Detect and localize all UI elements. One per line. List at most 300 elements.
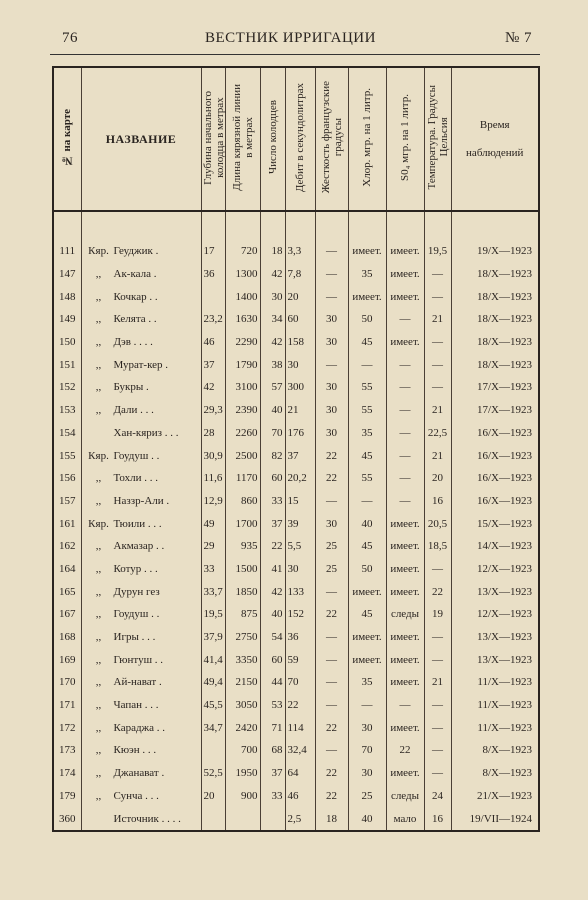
name-prefix: ,, — [95, 290, 102, 303]
cell-count: 37 — [260, 762, 285, 785]
cell-no: 153 — [59, 404, 76, 417]
cell-no: 147 — [59, 268, 76, 281]
header-rule — [50, 54, 540, 55]
name-prefix: ,, — [95, 336, 102, 349]
cell-chlorine: 45 — [348, 444, 386, 467]
cell-count: 60 — [260, 467, 285, 490]
cell-name — [81, 240, 201, 263]
name-text: Дали . . . — [113, 404, 154, 417]
cell-chlorine: имеет. — [348, 580, 386, 603]
cell-depth: 28 — [201, 422, 225, 445]
col-header-temperature: Температура. Градусы Цельсия — [424, 67, 451, 211]
cell-so4: — — [386, 353, 424, 376]
cell-debit: 64 — [285, 762, 315, 785]
cell-no: 154 — [59, 426, 76, 439]
cell-debit: 30 — [285, 558, 315, 581]
cell-name — [81, 535, 201, 558]
cell-chlorine: 45 — [348, 535, 386, 558]
cell-hardness: — — [315, 263, 348, 286]
cell-count: 22 — [260, 535, 285, 558]
cell-chlorine: 35 — [348, 422, 386, 445]
cell-temperature: 22 — [424, 580, 451, 603]
cell-debit: 176 — [285, 422, 315, 445]
table-row — [53, 399, 539, 422]
cell-so4: следы — [386, 785, 424, 808]
cell-chlorine: 45 — [348, 331, 386, 354]
col-header-debit: Дебит в секундолитрах — [285, 67, 315, 211]
cell-time: 18/X—1923 — [451, 331, 539, 354]
cell-debit: 20 — [285, 285, 315, 308]
cell-depth — [201, 807, 225, 831]
cell-chlorine: 70 — [348, 739, 386, 762]
cell-so4: 22 — [386, 739, 424, 762]
cell-chlorine: имеет. — [348, 626, 386, 649]
cell-so4: имеет. — [386, 626, 424, 649]
cell-no: 111 — [59, 245, 76, 258]
name-prefix: ,, — [95, 721, 102, 734]
cell-time: 11/X—1923 — [451, 694, 539, 717]
cell-hardness: 25 — [315, 558, 348, 581]
name-text: Дурун гез — [113, 585, 160, 598]
cell-so4: имеет. — [386, 558, 424, 581]
cell-temperature: — — [424, 648, 451, 671]
kariz-table — [52, 66, 540, 832]
table-row — [53, 694, 539, 717]
cell-hardness: 22 — [315, 762, 348, 785]
cell-time: 13/X—1923 — [451, 626, 539, 649]
cell-name — [81, 762, 201, 785]
cell-count: 34 — [260, 308, 285, 331]
cell-time: 11/X—1923 — [451, 671, 539, 694]
cell-hardness: 30 — [315, 308, 348, 331]
cell-hardness: 22 — [315, 785, 348, 808]
cell-count: 41 — [260, 558, 285, 581]
cell-so4: — — [386, 694, 424, 717]
cell-so4: — — [386, 467, 424, 490]
cell-name — [81, 444, 201, 467]
cell-debit: 30 — [285, 353, 315, 376]
cell-no: 155 — [59, 449, 76, 462]
cell-temperature: 22,5 — [424, 422, 451, 445]
cell-temperature: — — [424, 263, 451, 286]
cell-depth — [201, 285, 225, 308]
cell-so4: имеет. — [386, 263, 424, 286]
spacer-row — [53, 211, 539, 240]
cell-chlorine: 55 — [348, 399, 386, 422]
cell-no: 162 — [59, 540, 76, 553]
name-prefix: ,, — [95, 562, 102, 575]
table-row — [53, 671, 539, 694]
cell-debit: 59 — [285, 648, 315, 671]
cell-debit: 20,2 — [285, 467, 315, 490]
cell-count: 82 — [260, 444, 285, 467]
cell-debit: 158 — [285, 331, 315, 354]
cell-debit: 7,8 — [285, 263, 315, 286]
cell-hardness: — — [315, 490, 348, 513]
cell-time: 18/X—1923 — [451, 308, 539, 331]
cell-name — [81, 422, 201, 445]
name-text: Котур . . . — [113, 562, 158, 575]
cell-so4: следы — [386, 603, 424, 626]
name-prefix: ,, — [95, 744, 102, 757]
cell-length: 2150 — [225, 671, 260, 694]
cell-depth: 49 — [201, 512, 225, 535]
cell-name — [81, 353, 201, 376]
table-row — [53, 444, 539, 467]
cell-length: 1700 — [225, 512, 260, 535]
cell-length: 900 — [225, 785, 260, 808]
cell-depth: 20 — [201, 785, 225, 808]
name-text: Букры . — [113, 381, 149, 394]
cell-hardness: — — [315, 648, 348, 671]
table-row — [53, 331, 539, 354]
cell-so4: мало — [386, 807, 424, 831]
col-header-so4: S0₄ мгр. на 1 литр. — [386, 67, 424, 211]
cell-count: 53 — [260, 694, 285, 717]
cell-debit: 114 — [285, 716, 315, 739]
cell-length: 875 — [225, 603, 260, 626]
cell-chlorine: — — [348, 490, 386, 513]
name-prefix: Кяр. — [88, 517, 109, 530]
table-row — [53, 490, 539, 513]
cell-time: 17/X—1923 — [451, 399, 539, 422]
cell-name — [81, 512, 201, 535]
cell-name — [81, 648, 201, 671]
cell-length: 1850 — [225, 580, 260, 603]
name-text: Тохли . . . — [113, 472, 158, 485]
name-text: Гоудуш . . — [113, 608, 160, 621]
cell-time: 8/X—1923 — [451, 739, 539, 762]
cell-time: 18/X—1923 — [451, 263, 539, 286]
cell-length: 2750 — [225, 626, 260, 649]
cell-length: 935 — [225, 535, 260, 558]
cell-count: 60 — [260, 648, 285, 671]
cell-temperature: — — [424, 694, 451, 717]
cell-time: 16/X—1923 — [451, 444, 539, 467]
cell-no: 360 — [59, 812, 76, 825]
name-prefix: ,, — [95, 631, 102, 644]
cell-no: 172 — [59, 721, 76, 734]
cell-chlorine: 35 — [348, 263, 386, 286]
cell-hardness: 22 — [315, 467, 348, 490]
cell-chlorine: 40 — [348, 512, 386, 535]
cell-chlorine: 50 — [348, 558, 386, 581]
cell-chlorine: 50 — [348, 308, 386, 331]
cell-so4: — — [386, 399, 424, 422]
cell-time: 18/X—1923 — [451, 285, 539, 308]
col-header-name: НАЗВАНИЕ — [81, 67, 201, 211]
name-prefix: Кяр. — [88, 245, 109, 258]
cell-name — [81, 580, 201, 603]
cell-count: 37 — [260, 512, 285, 535]
cell-chlorine: имеет. — [348, 240, 386, 263]
name-prefix: Кяр. — [88, 449, 109, 462]
col-header-depth: Глубина начального колодца в метрах — [201, 67, 225, 211]
table-row — [53, 626, 539, 649]
cell-length: 3100 — [225, 376, 260, 399]
cell-temperature: — — [424, 626, 451, 649]
cell-time: 11/X—1923 — [451, 716, 539, 739]
cell-no: 165 — [59, 585, 76, 598]
name-text: Хан-кяриз . . . — [113, 426, 179, 439]
name-text: Дэв . . . . — [113, 336, 153, 349]
name-text: Сунча . . . — [113, 789, 159, 802]
cell-depth: 33 — [201, 558, 225, 581]
cell-depth: 30,9 — [201, 444, 225, 467]
cell-temperature: 20 — [424, 467, 451, 490]
cell-count: 42 — [260, 331, 285, 354]
cell-length: 2390 — [225, 399, 260, 422]
name-text: Игры . . . — [113, 631, 156, 644]
cell-hardness: 30 — [315, 331, 348, 354]
cell-debit: 300 — [285, 376, 315, 399]
table-row — [53, 648, 539, 671]
cell-hardness: 22 — [315, 444, 348, 467]
cell-depth: 29,3 — [201, 399, 225, 422]
name-text: Чапан . . . — [113, 699, 159, 712]
cell-no: 174 — [59, 767, 76, 780]
page-header — [50, 30, 540, 54]
cell-depth: 23,2 — [201, 308, 225, 331]
cell-time: 19/VII—1924 — [451, 807, 539, 831]
cell-name — [81, 331, 201, 354]
cell-count: 40 — [260, 603, 285, 626]
table-row — [53, 762, 539, 785]
cell-hardness: — — [315, 285, 348, 308]
table-header-row — [53, 67, 539, 211]
cell-time: 19/X—1923 — [451, 240, 539, 263]
cell-length — [225, 807, 260, 831]
cell-time: 18/X—1923 — [451, 353, 539, 376]
cell-debit: 2,5 — [285, 807, 315, 831]
table-row — [53, 603, 539, 626]
cell-so4: — — [386, 444, 424, 467]
cell-no: 167 — [59, 608, 76, 621]
cell-depth: 34,7 — [201, 716, 225, 739]
cell-hardness: 22 — [315, 716, 348, 739]
cell-count: 57 — [260, 376, 285, 399]
cell-debit: 22 — [285, 694, 315, 717]
cell-chlorine: — — [348, 694, 386, 717]
cell-hardness: 30 — [315, 422, 348, 445]
name-prefix: ,, — [95, 268, 102, 281]
cell-length: 1400 — [225, 285, 260, 308]
cell-hardness: 30 — [315, 512, 348, 535]
cell-temperature: — — [424, 285, 451, 308]
table-row — [53, 807, 539, 831]
cell-temperature: — — [424, 762, 451, 785]
name-text: Тюили . . . — [113, 517, 162, 530]
journal-title: ВЕСТНИК ИРРИГАЦИИ — [205, 30, 376, 46]
col-header-hardness: Жесткость французские градусы — [315, 67, 348, 211]
cell-name — [81, 285, 201, 308]
table-row — [53, 580, 539, 603]
cell-temperature: 19 — [424, 603, 451, 626]
cell-count — [260, 807, 285, 831]
name-prefix: ,, — [95, 404, 102, 417]
cell-temperature: 21 — [424, 444, 451, 467]
cell-name — [81, 263, 201, 286]
col-header-length: Длина кярязной линии в метрах — [225, 67, 260, 211]
cell-length: 700 — [225, 739, 260, 762]
table-body — [53, 211, 539, 831]
cell-length: 1630 — [225, 308, 260, 331]
cell-depth: 41,4 — [201, 648, 225, 671]
cell-temperature: — — [424, 716, 451, 739]
cell-no: 149 — [59, 313, 76, 326]
cell-count: 70 — [260, 422, 285, 445]
cell-count: 44 — [260, 671, 285, 694]
table-row — [53, 422, 539, 445]
cell-time: 16/X—1923 — [451, 422, 539, 445]
cell-name — [81, 376, 201, 399]
cell-no: 157 — [59, 494, 76, 507]
cell-count: 38 — [260, 353, 285, 376]
cell-no: 179 — [59, 789, 76, 802]
name-text: Келята . . — [113, 313, 157, 326]
cell-hardness: — — [315, 694, 348, 717]
cell-chlorine: 30 — [348, 762, 386, 785]
col-header-count: Число колодцев — [260, 67, 285, 211]
cell-temperature: — — [424, 353, 451, 376]
cell-debit: 39 — [285, 512, 315, 535]
col-header-time: Время наблюдений — [451, 67, 539, 211]
name-prefix: ,, — [95, 653, 102, 666]
cell-depth: 33,7 — [201, 580, 225, 603]
table-row — [53, 558, 539, 581]
cell-no: 169 — [59, 653, 76, 666]
cell-depth: 17 — [201, 240, 225, 263]
table-row — [53, 512, 539, 535]
cell-debit: 36 — [285, 626, 315, 649]
cell-chlorine: имеет. — [348, 285, 386, 308]
cell-temperature: 18,5 — [424, 535, 451, 558]
cell-so4: имеет. — [386, 716, 424, 739]
cell-debit: 5,5 — [285, 535, 315, 558]
cell-count: 71 — [260, 716, 285, 739]
cell-no: 151 — [59, 358, 76, 371]
cell-debit: 3,3 — [285, 240, 315, 263]
name-text: Наззр-Али . — [113, 494, 170, 507]
cell-length: 860 — [225, 490, 260, 513]
cell-debit: 32,4 — [285, 739, 315, 762]
table-row — [53, 263, 539, 286]
cell-debit: 15 — [285, 490, 315, 513]
cell-so4: имеет. — [386, 285, 424, 308]
cell-name — [81, 490, 201, 513]
cell-hardness: — — [315, 626, 348, 649]
name-prefix: ,, — [95, 699, 102, 712]
cell-name — [81, 785, 201, 808]
cell-name — [81, 467, 201, 490]
name-prefix: ,, — [95, 676, 102, 689]
cell-no: 168 — [59, 631, 76, 644]
cell-temperature: 24 — [424, 785, 451, 808]
cell-chlorine: 55 — [348, 376, 386, 399]
cell-length: 720 — [225, 240, 260, 263]
cell-temperature: 16 — [424, 807, 451, 831]
cell-chlorine: 55 — [348, 467, 386, 490]
cell-depth: 46 — [201, 331, 225, 354]
cell-length: 2260 — [225, 422, 260, 445]
cell-count: 33 — [260, 785, 285, 808]
name-prefix: ,, — [95, 472, 102, 485]
cell-count: 54 — [260, 626, 285, 649]
cell-depth: 37,9 — [201, 626, 225, 649]
name-prefix: ,, — [95, 381, 102, 394]
col-header-no: № на карте — [53, 67, 81, 211]
cell-depth: 29 — [201, 535, 225, 558]
name-prefix: ,, — [95, 585, 102, 598]
name-text: Источник . . . . — [113, 812, 181, 825]
cell-depth: 19,5 — [201, 603, 225, 626]
cell-length: 2420 — [225, 716, 260, 739]
cell-length: 1790 — [225, 353, 260, 376]
cell-name — [81, 399, 201, 422]
cell-hardness: — — [315, 353, 348, 376]
name-prefix: ,, — [95, 313, 102, 326]
cell-debit: 46 — [285, 785, 315, 808]
cell-time: 13/X—1923 — [451, 648, 539, 671]
cell-temperature: 19,5 — [424, 240, 451, 263]
name-text: Акмазар . . — [113, 540, 165, 553]
cell-hardness: 25 — [315, 535, 348, 558]
cell-hardness: 30 — [315, 399, 348, 422]
cell-length: 1300 — [225, 263, 260, 286]
issue-number: № 7 — [504, 30, 532, 46]
name-text: Джанават . — [113, 767, 165, 780]
cell-debit: 70 — [285, 671, 315, 694]
cell-so4: — — [386, 308, 424, 331]
cell-time: 13/X—1923 — [451, 580, 539, 603]
cell-depth: 11,6 — [201, 467, 225, 490]
cell-temperature: 21 — [424, 308, 451, 331]
cell-depth: 12,9 — [201, 490, 225, 513]
name-prefix: ,, — [95, 608, 102, 621]
cell-no: 150 — [59, 336, 76, 349]
cell-hardness: 18 — [315, 807, 348, 831]
name-text: Гоудуш . . — [113, 449, 160, 462]
cell-so4: имеет. — [386, 331, 424, 354]
cell-chlorine: 30 — [348, 716, 386, 739]
table-row — [53, 308, 539, 331]
cell-name — [81, 671, 201, 694]
cell-so4: — — [386, 422, 424, 445]
name-text: Геуджик . — [113, 245, 159, 258]
cell-hardness: — — [315, 739, 348, 762]
col-header-chlorine: Хлор. мгр. на 1 литр. — [348, 67, 386, 211]
cell-length: 1950 — [225, 762, 260, 785]
cell-depth — [201, 739, 225, 762]
cell-no: 161 — [59, 517, 76, 530]
name-text: Ак-кала . — [113, 268, 157, 281]
cell-no: 164 — [59, 562, 76, 575]
cell-length: 1500 — [225, 558, 260, 581]
cell-hardness: 22 — [315, 603, 348, 626]
cell-time: 15/X—1923 — [451, 512, 539, 535]
table-row — [53, 535, 539, 558]
name-text: Кюэн . . . — [113, 744, 157, 757]
name-prefix: ,, — [95, 358, 102, 371]
name-text: Караджа . . — [113, 721, 166, 734]
cell-time: 16/X—1923 — [451, 467, 539, 490]
cell-debit: 133 — [285, 580, 315, 603]
cell-count: 30 — [260, 285, 285, 308]
cell-debit: 60 — [285, 308, 315, 331]
cell-depth: 36 — [201, 263, 225, 286]
cell-count: 33 — [260, 490, 285, 513]
cell-length: 3350 — [225, 648, 260, 671]
